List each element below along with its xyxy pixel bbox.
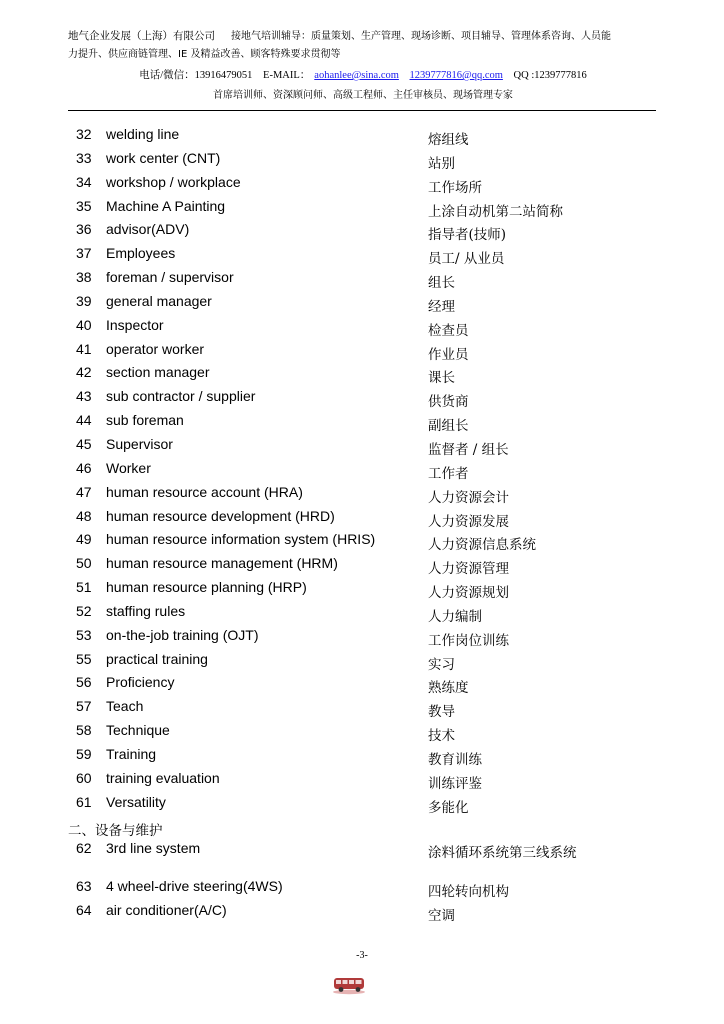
glossary-row <box>68 672 658 696</box>
entry-chinese: 空调 <box>428 908 455 925</box>
glossary-row <box>68 529 658 553</box>
glossary-row <box>68 900 658 924</box>
entry-chinese: 人力资源发展 <box>428 513 509 530</box>
entry-english: human resource information system (HRIS) <box>106 531 376 548</box>
entry-english: workshop / workplace <box>106 173 241 190</box>
entry-number: 44 <box>76 412 92 429</box>
section-heading: 二、设备与维护 <box>68 823 163 840</box>
entry-english: Worker <box>106 459 151 476</box>
entry-number: 63 <box>76 878 92 895</box>
entry-number: 52 <box>76 602 92 619</box>
glossary-row <box>68 720 658 744</box>
entry-english: Inspector <box>106 316 164 333</box>
entry-chinese: 人力资源信息系统 <box>428 537 536 554</box>
entry-english: general manager <box>106 292 212 309</box>
entry-number: 40 <box>76 316 92 333</box>
email-link-qq[interactable]: 1239777816@qq.com <box>409 70 503 81</box>
entry-chinese: 人力资源管理 <box>428 561 509 578</box>
entry-number: 60 <box>76 769 92 786</box>
entry-number: 48 <box>76 507 92 524</box>
entry-number: 37 <box>76 245 92 262</box>
glossary-row <box>68 792 658 816</box>
page-header <box>68 28 658 105</box>
entry-chinese: 多能化 <box>428 799 469 816</box>
glossary-row <box>68 267 658 291</box>
entry-chinese: 站别 <box>428 155 455 172</box>
entry-chinese: 员工/ 从业员 <box>428 251 505 268</box>
entry-english: on-the-job training (OJT) <box>106 626 259 643</box>
glossary-row <box>68 243 658 267</box>
entry-chinese: 课长 <box>428 370 455 387</box>
glossary-row <box>68 196 658 220</box>
entry-number: 32 <box>76 126 92 142</box>
entry-chinese: 教育训练 <box>428 751 482 768</box>
entry-chinese: 人力资源规划 <box>428 585 509 602</box>
entry-chinese: 上涂自动机第二站简称 <box>428 203 563 220</box>
entry-english: Technique <box>106 722 170 739</box>
entry-chinese: 熟练度 <box>428 680 469 697</box>
qq-text: QQ :1239777816 <box>513 70 587 81</box>
entry-number: 42 <box>76 364 92 381</box>
glossary-row <box>68 362 658 386</box>
entry-english: Teach <box>106 698 144 715</box>
email-label: E-MAIL： <box>263 70 311 81</box>
entry-number: 38 <box>76 269 92 286</box>
glossary-row <box>68 410 658 434</box>
entry-number: 45 <box>76 435 92 452</box>
glossary-row <box>68 768 658 792</box>
equipment-entries <box>68 838 658 924</box>
glossary-list <box>68 124 658 924</box>
entry-english: human resource development (HRD) <box>106 507 335 524</box>
entry-english: work center (CNT) <box>106 149 221 166</box>
entry-number: 50 <box>76 555 92 572</box>
entry-english: section manager <box>106 364 210 381</box>
entry-english: human resource account (HRA) <box>106 483 303 500</box>
entry-number: 36 <box>76 221 92 238</box>
entry-english: Employees <box>106 245 176 262</box>
glossary-row <box>68 219 658 243</box>
entry-number: 33 <box>76 149 92 166</box>
entry-chinese: 监督者 / 组长 <box>428 441 509 458</box>
entry-number: 55 <box>76 650 92 667</box>
glossary-row <box>68 315 658 339</box>
entry-english: Training <box>106 745 157 762</box>
glossary-row <box>68 124 658 148</box>
entry-chinese: 作业员 <box>428 346 469 363</box>
entry-chinese: 涂料循环系统第三线系统 <box>428 845 577 862</box>
glossary-row <box>68 744 658 768</box>
entry-chinese: 供货商 <box>428 394 469 411</box>
entry-english: human resource management (HRM) <box>106 555 338 572</box>
entry-chinese: 工作岗位训练 <box>428 632 509 649</box>
page-number: -3- <box>356 950 368 961</box>
glossary-row <box>68 506 658 530</box>
entry-chinese: 副组长 <box>428 418 469 435</box>
company-name: 地气企业发展（上海）有限公司 <box>68 31 215 42</box>
glossary-row <box>68 148 658 172</box>
entry-english: Supervisor <box>106 435 173 452</box>
entry-chinese: 教导 <box>428 704 455 721</box>
glossary-row <box>68 386 658 410</box>
entry-number: 58 <box>76 722 92 739</box>
titles-line: 首席培训师、资深顾问师、高级工程师、主任审核员、现场管理专家 <box>213 90 513 101</box>
entry-chinese: 四轮转向机构 <box>428 884 509 901</box>
entry-english: sub contractor / supplier <box>106 388 256 405</box>
entry-english: human resource planning (HRP) <box>106 579 307 596</box>
email-link-sina[interactable]: aohanlee@sina.com <box>314 70 399 81</box>
glossary-row <box>68 601 658 625</box>
entry-number: 41 <box>76 340 92 357</box>
entry-number: 59 <box>76 745 92 762</box>
glossary-row <box>68 172 658 196</box>
entry-chinese: 工作者 <box>428 465 469 482</box>
entry-english: 3rd line system <box>106 840 201 857</box>
entry-number: 62 <box>76 840 92 857</box>
bus-logo-icon <box>332 973 366 995</box>
entry-number: 43 <box>76 388 92 405</box>
glossary-row <box>68 577 658 601</box>
entry-chinese: 经理 <box>428 298 455 315</box>
entry-english: advisor(ADV) <box>106 221 190 238</box>
contact-line <box>68 67 658 85</box>
entry-number: 47 <box>76 483 92 500</box>
glossary-row <box>68 876 658 900</box>
glossary-row <box>68 625 658 649</box>
header-divider <box>68 110 656 111</box>
glossary-row <box>68 434 658 458</box>
entry-english: foreman / supervisor <box>106 269 234 286</box>
glossary-row <box>68 696 658 720</box>
entry-chinese: 人力资源会计 <box>428 489 509 506</box>
entry-chinese: 组长 <box>428 275 455 292</box>
entry-english: Versatility <box>106 793 166 810</box>
phone-text: 电话/微信：13916479051 <box>139 70 253 81</box>
entry-number: 53 <box>76 626 92 643</box>
services-text-1: 接地气培训辅导：质量策划、生产管理、现场诊断、项目辅导、管理体系咨询、人员能 <box>231 31 611 42</box>
glossary-row <box>68 838 658 876</box>
glossary-row <box>68 291 658 315</box>
entry-english: welding line <box>106 126 180 142</box>
entry-number: 64 <box>76 902 92 919</box>
entry-number: 61 <box>76 793 92 810</box>
entry-number: 34 <box>76 173 92 190</box>
entry-chinese: 实习 <box>428 656 455 673</box>
entry-number: 56 <box>76 674 92 691</box>
glossary-row <box>68 339 658 363</box>
glossary-row <box>68 649 658 673</box>
hr-entries <box>68 124 658 815</box>
entry-chinese: 技术 <box>428 728 455 745</box>
entry-chinese: 指导者(技师) <box>428 227 507 244</box>
entry-english: training evaluation <box>106 769 220 786</box>
glossary-row <box>68 553 658 577</box>
entry-number: 46 <box>76 459 92 476</box>
entry-chinese: 训练评鉴 <box>428 775 482 792</box>
entry-number: 35 <box>76 197 92 214</box>
entry-chinese: 检查员 <box>428 322 469 339</box>
entry-english: air conditioner(A/C) <box>106 902 227 919</box>
entry-english: operator worker <box>106 340 205 357</box>
glossary-row <box>68 482 658 506</box>
header-line-1 <box>68 28 658 46</box>
entry-english: sub foreman <box>106 412 184 429</box>
entry-number: 51 <box>76 579 92 596</box>
services-text-2: 力提升、供应商链管理、IE 及精益改善、顾客特殊要求贯彻等 <box>68 49 341 60</box>
entry-chinese: 工作场所 <box>428 179 482 196</box>
entry-number: 57 <box>76 698 92 715</box>
entry-number: 49 <box>76 531 92 548</box>
entry-english: Proficiency <box>106 674 175 691</box>
glossary-row <box>68 458 658 482</box>
entry-number: 39 <box>76 292 92 309</box>
entry-english: practical training <box>106 650 208 667</box>
entry-chinese: 人力编制 <box>428 608 482 625</box>
entry-english: Machine A Painting <box>106 197 226 214</box>
entry-chinese: 熔组线 <box>428 132 469 148</box>
entry-english: staffing rules <box>106 602 186 619</box>
entry-english: 4 wheel-drive steering(4WS) <box>106 878 283 895</box>
